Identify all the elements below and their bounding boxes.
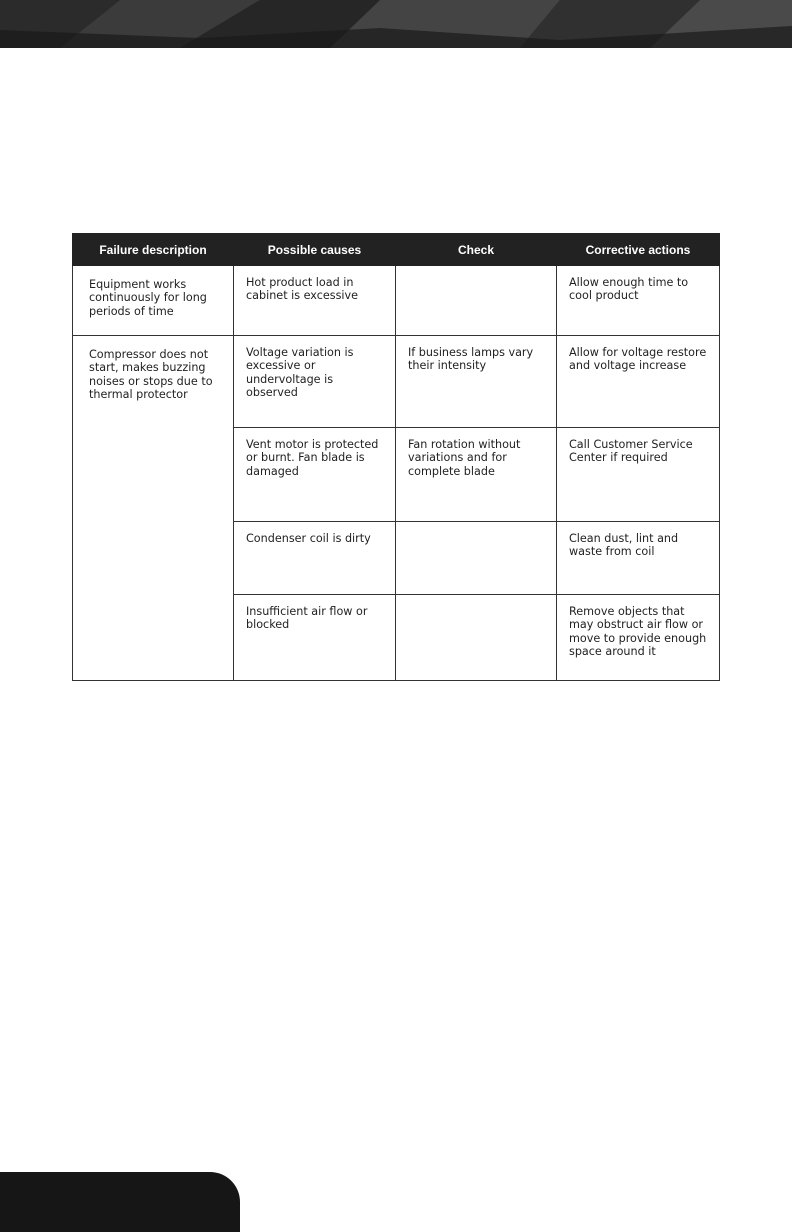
table-header-row (73, 234, 720, 266)
cause-cell: Voltage variation is excessive or undervoltage is observed (234, 336, 396, 428)
action-cell: Call Customer Service Center if required (557, 428, 720, 522)
troubleshooting-table (72, 233, 720, 681)
cause-cell: Vent motor is protected or burnt. Fan blade is damaged (234, 428, 396, 522)
failure-cell: Equipment works continuously for long periods of time (73, 266, 234, 336)
header-check: Check (396, 234, 557, 266)
table-row (73, 336, 720, 428)
check-cell (396, 522, 557, 595)
check-cell: If business lamps vary their intensity (396, 336, 557, 428)
header-failure-description: Failure description (73, 234, 234, 266)
action-cell: Clean dust, lint and waste from coil (557, 522, 720, 595)
action-cell: Allow for voltage restore and voltage increase (557, 336, 720, 428)
cause-cell: Hot product load in cabinet is excessive (234, 266, 396, 336)
cause-cell: Condenser coil is dirty (234, 522, 396, 595)
check-cell (396, 266, 557, 336)
failure-cell: Compressor does not start, makes buzzing noises or stops due to thermal protector (73, 336, 234, 681)
header-decorative-band (0, 0, 792, 48)
check-cell: Fan rotation without variations and for complete blade (396, 428, 557, 522)
header-possible-causes: Possible causes (234, 234, 396, 266)
table-row (73, 266, 720, 336)
header-corrective-actions: Corrective actions (557, 234, 720, 266)
action-cell: Allow enough time to cool product (557, 266, 720, 336)
action-cell: Remove objects that may obstruct air flow or move to provide enough space around it (557, 595, 720, 681)
page-footer-tab (0, 1172, 240, 1232)
cause-cell: Insufficient air flow or blocked (234, 595, 396, 681)
check-cell (396, 595, 557, 681)
